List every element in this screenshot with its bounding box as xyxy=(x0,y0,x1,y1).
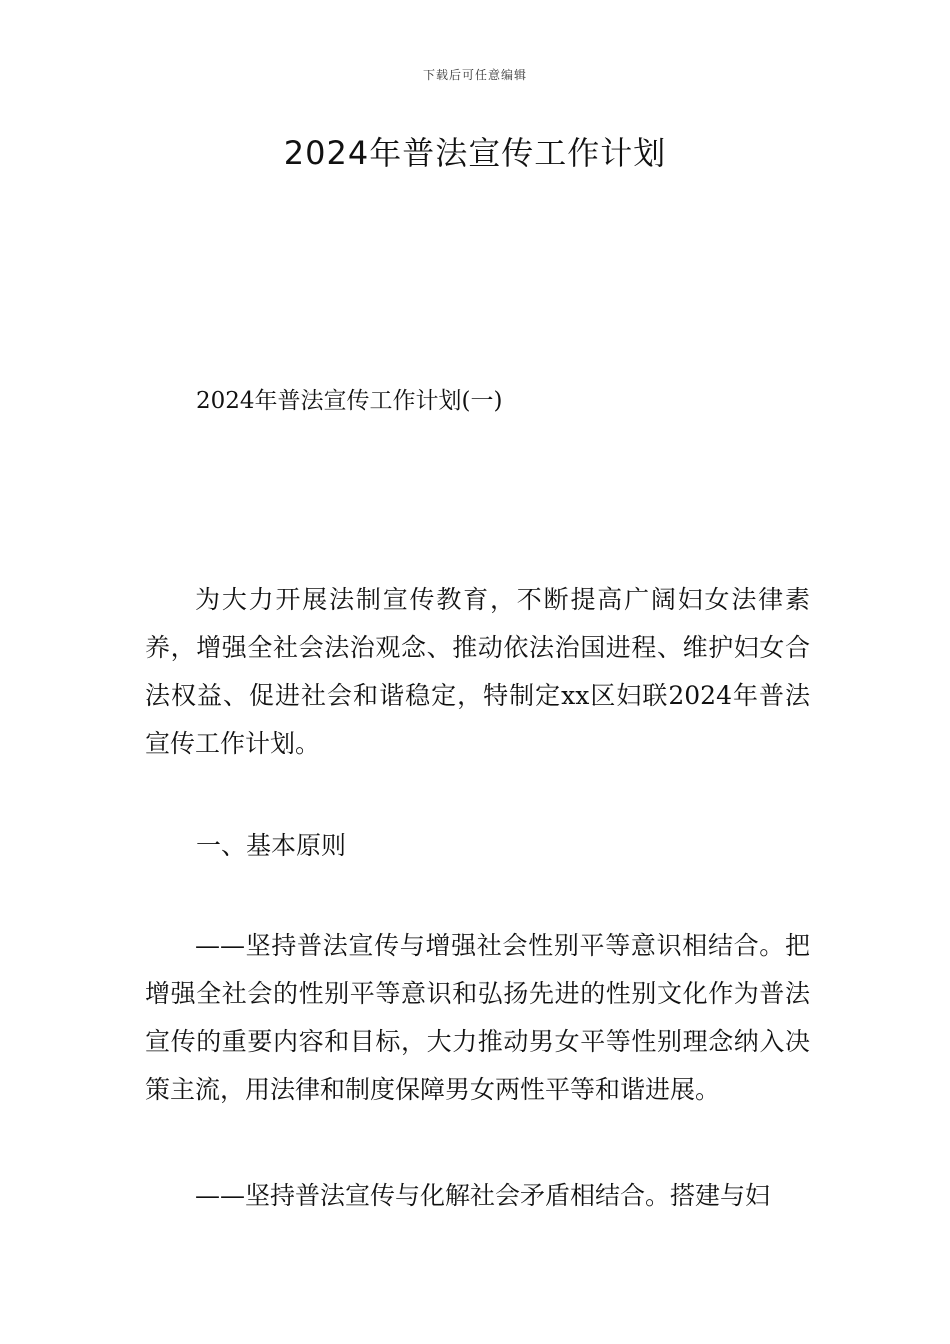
header-note: 下载后可任意编辑 xyxy=(422,68,527,82)
intro-paragraph: 为大力开展法制宣传教育，不断提高广阔妇女法律素养，增强全社会法治观念、推动依法治国进程、维护妇女合法权益、促进社会和谐稳定，特制定xx区妇联2024年普法宣传工作计划。 xyxy=(145,585,810,758)
document-title: 2024年普法宣传工作计划 xyxy=(283,134,667,172)
section-heading: 一、基本原则 xyxy=(196,831,347,860)
principle-paragraph-1: ——坚持普法宣传与增强社会性别平等意识相结合。把增强全社会的性别平等意识和弘扬先进的性别文化作为普法宣传的重要内容和目标，大力推动男女平等性别理念纳入决策主流，用法律和制度保障男女两性平等和谐进展。 xyxy=(145,931,810,1104)
principle-paragraph-2: ——坚持普法宣传与化解社会矛盾相结合。搭建与妇 xyxy=(195,1181,771,1210)
document-subtitle: 2024年普法宣传工作计划(一) xyxy=(196,388,503,414)
